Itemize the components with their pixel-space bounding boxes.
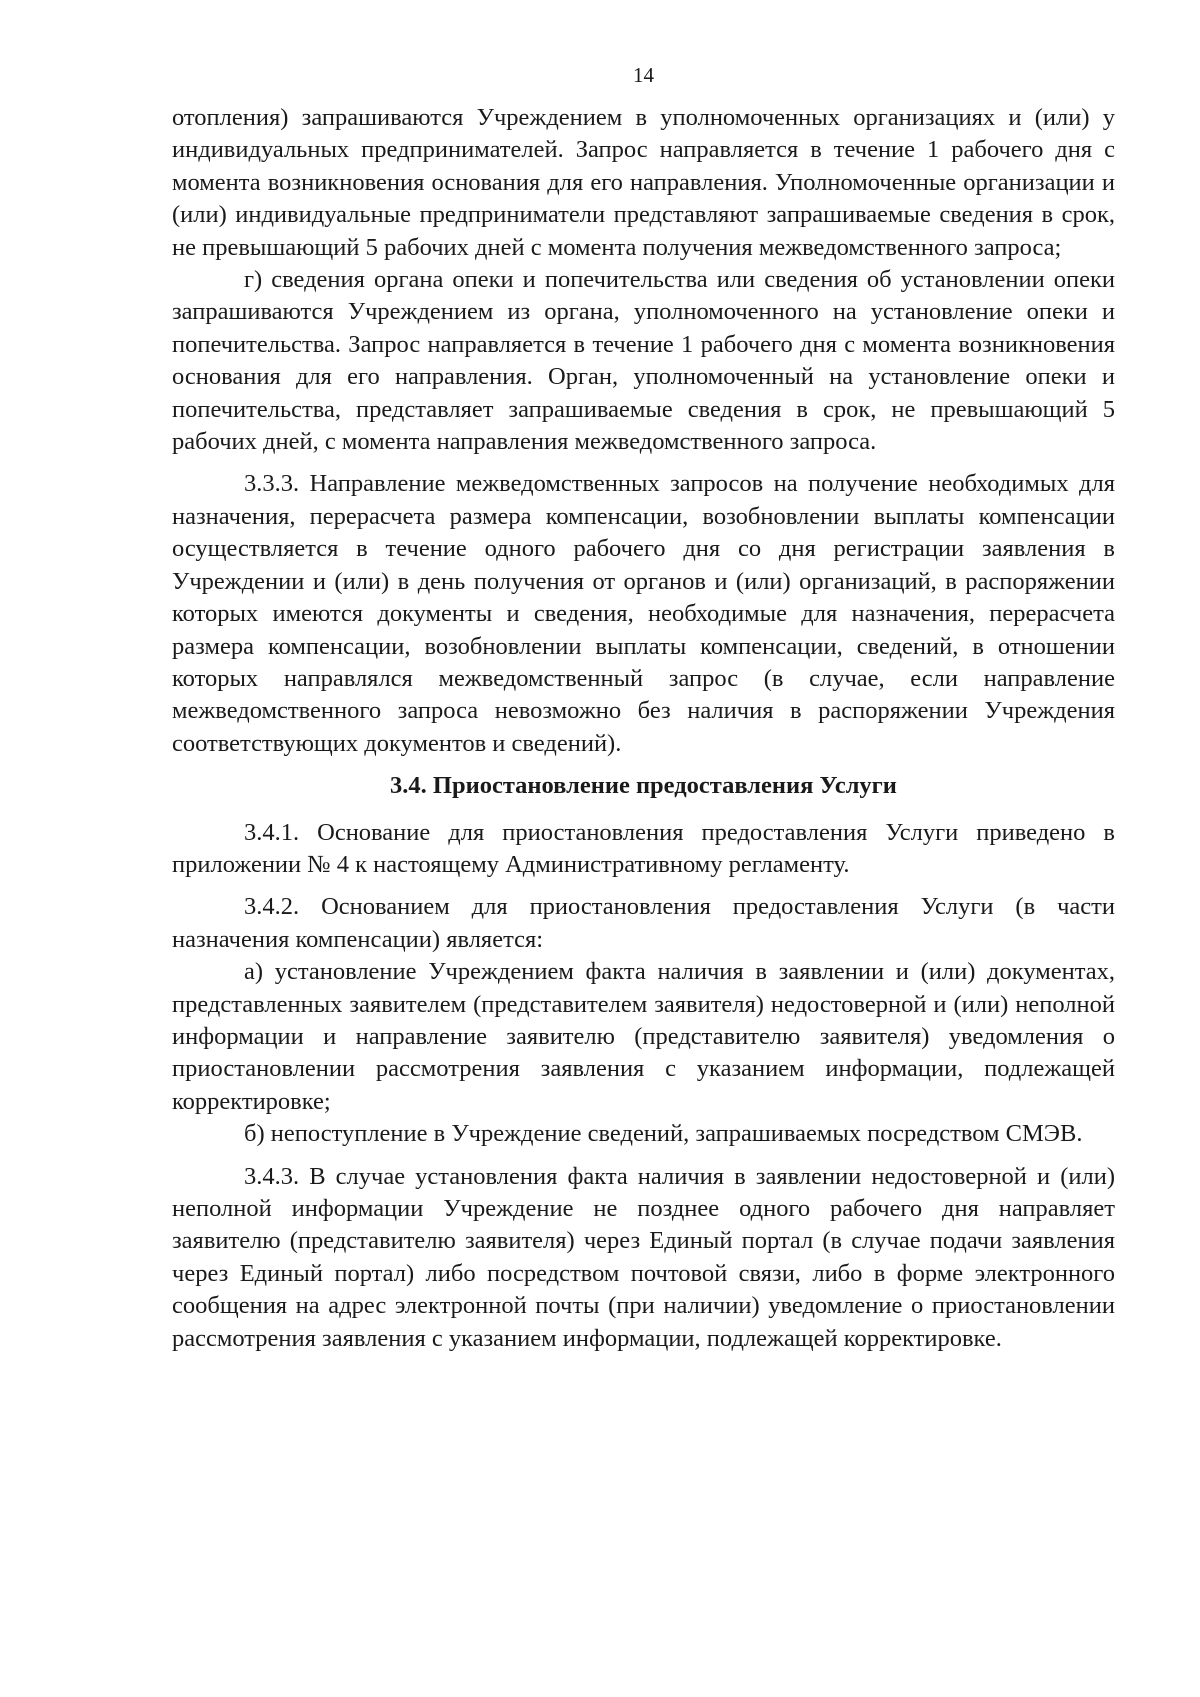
section-heading-3-4: 3.4. Приостановление предоставления Услуги: [390, 772, 897, 800]
paragraph-item-b: б) непоступление в Учреждение сведений, запрашиваемых посредством СМЭВ.: [244, 1120, 1083, 1148]
paragraph-3-4-2: 3.4.2. Основанием для приостановления предоставления Услуги (в части назначения компенсации) является:: [172, 893, 1115, 953]
paragraph-3-4-1: 3.4.1. Основание для приостановления предоставления Услуги приведено в приложении № 4 к настоящему Административному регламенту.: [172, 818, 1115, 878]
paragraph-3-3-3: 3.3.3. Направление межведомственных запросов на получение необходимых для назначения, перерасчета размера компенсации, возобновлении выплаты компенсации осуществляется в течение одного рабочего дня со дня регистрации заявления в Учреждении и (или) в день получения от органов и (или) организаций, в распоряжении которых имеются документы и сведения, необходимые для назначения, перерасчета размера компенсации, возобновлении выплаты компенсации, сведений, в отношении которых направлялся межведомственный запрос (в случае, если направление межведомственного запроса невозможно без наличия в распоряжении Учреждения соответствующих документов и сведений).: [172, 470, 1115, 757]
paragraph-3-4-3: 3.4.3. В случае установления факта наличия в заявлении недостоверной и (или) неполной информации Учреждение не позднее одного рабочего дня направляет заявителю (представителю заявителя) через Единый портал (в случае подачи заявления через Единый портал) либо посредством почтовой связи, либо в форме электронного сообщения на адрес электронной почты (при наличии) уведомление о приостановлении рассмотрения заявления с указанием информации, подлежащей корректировке.: [172, 1162, 1115, 1352]
paragraph-item-a: а) установление Учреждением факта наличия в заявлении и (или) документах, представленных заявителем (представителем заявителя) недостоверной и (или) неполной информации и направление заявителю (представителю заявителя) уведомления о приостановлении рассмотрения заявления с указанием информации, подлежащей корректировке;: [172, 958, 1115, 1115]
page-number: 14: [633, 63, 654, 87]
paragraph-continuation: отопления) запрашиваются Учреждением в уполномоченных организациях и (или) у индивидуальных предпринимателей. Запрос направляется в течение 1 рабочего дня с момента возникновения основания для его направления. Уполномоченные организации и (или) индивидуальные предприниматели представляют запрашиваемые сведения в срок, не превышающий 5 рабочих дней с момента получения межведомственного запроса;: [172, 104, 1115, 261]
document-page: [172, 62, 1115, 1355]
paragraph-item-g: г) сведения органа опеки и попечительства или сведения об установлении опеки запрашиваются Учреждением из органа, уполномоченного на установление опеки и попечительства. Запрос направляется в течение 1 рабочего дня с момента возникновения основания для его направления. Орган, уполномоченный на установление опеки и попечительства, представляет запрашиваемые сведения в срок, не превышающий 5 рабочих дней, с момента направления межведомственного запроса.: [172, 266, 1115, 456]
